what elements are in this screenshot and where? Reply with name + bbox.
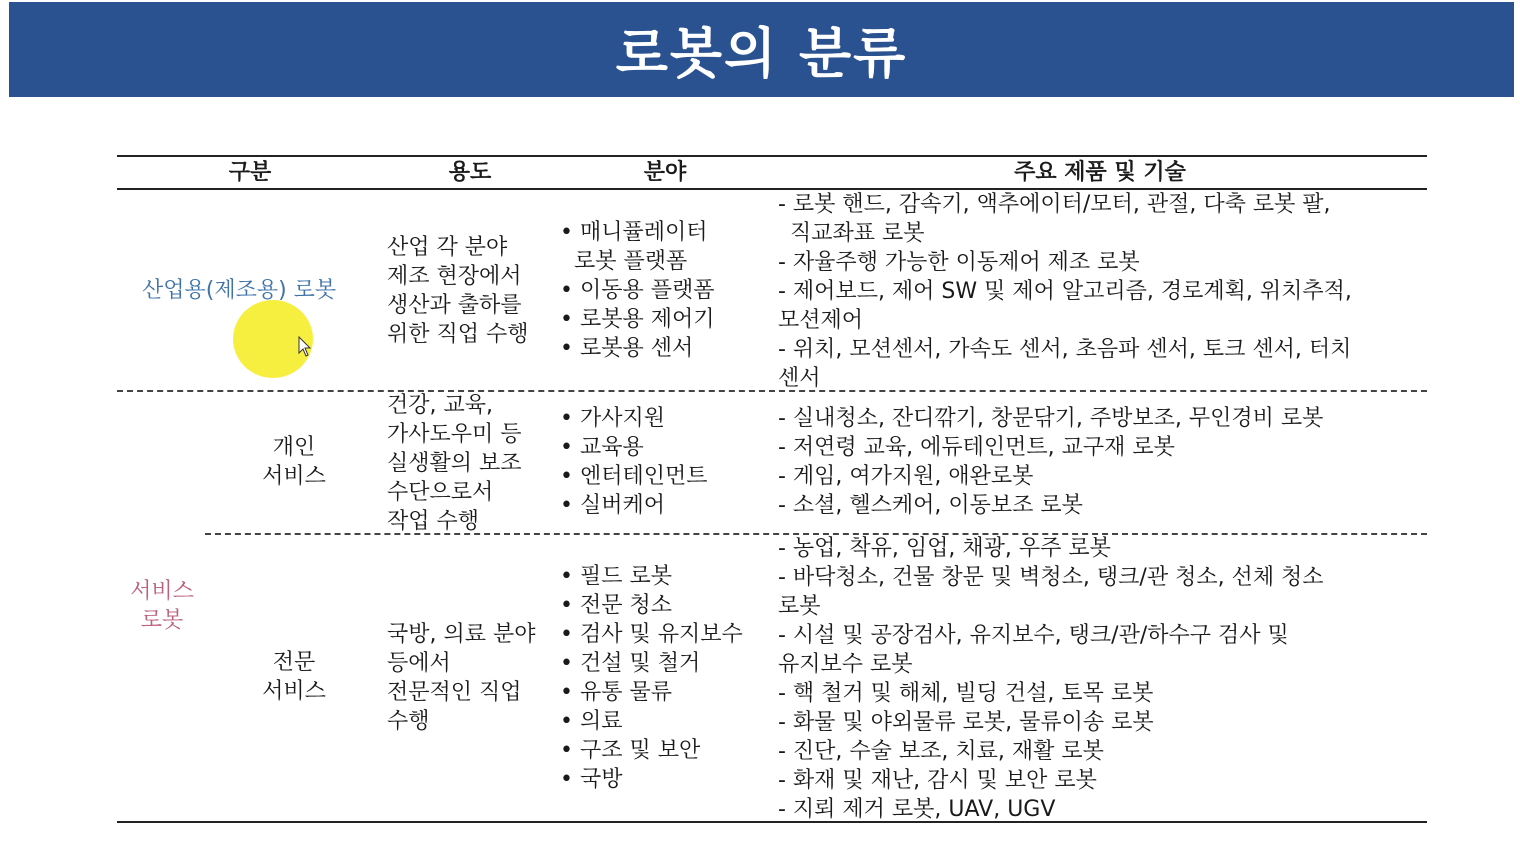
list-item: • 실버케어 — [560, 491, 708, 520]
purpose-line: 등에서 — [387, 651, 451, 676]
list-item: • 필드 로봇 — [560, 562, 743, 591]
subcategory-line: 전문 — [272, 650, 316, 675]
product-line: - 바닥청소, 건물 창문 및 벽청소, 탱크/관 청소, 선체 청소 — [778, 565, 1324, 590]
fields-professional — [560, 562, 743, 794]
product-line: - 게임, 여가지원, 애완로봇 — [778, 464, 1034, 489]
list-item: • 교육용 — [560, 433, 708, 462]
product-line: 모션제어 — [778, 308, 864, 333]
fields-industrial — [560, 218, 715, 363]
purpose-line: 국방, 의료 분야 — [387, 622, 536, 647]
purpose-line: 산업 각 분야 — [387, 235, 508, 260]
list-item-text: 로봇 플랫폼 — [574, 249, 688, 274]
subcategory-personal — [252, 433, 336, 491]
header-field: 분야 — [643, 160, 687, 185]
list-item: • 국방 — [560, 765, 743, 794]
product-line: - 자율주행 가능한 이동제어 제조 로봇 — [778, 250, 1140, 275]
subcategory-line: 서비스 — [262, 679, 326, 704]
product-line: 센서 — [778, 366, 821, 391]
product-line: - 저연령 교육, 에듀테인먼트, 교구재 로봇 — [778, 435, 1175, 460]
product-line: - 농업, 착유, 임업, 채광, 우주 로봇 — [778, 536, 1111, 561]
list-item: • 엔터테인먼트 — [560, 462, 708, 491]
list-item: • 매니퓰레이터 — [560, 218, 715, 247]
purpose-line: 수행 — [387, 709, 430, 734]
product-line: - 로봇 핸드, 감속기, 액추에이터/모터, 관절, 다축 로봇 팔, — [778, 192, 1331, 217]
purpose-line: 제조 현장에서 — [387, 264, 522, 289]
purpose-line: 가사도우미 등 — [387, 422, 522, 447]
products-professional — [778, 534, 1324, 824]
table-top-rule — [117, 155, 1427, 157]
list-item: • 유통 물류 — [560, 678, 743, 707]
list-item: • 전문 청소 — [560, 591, 743, 620]
fields-personal — [560, 404, 708, 520]
subcategory-line: 개인 — [272, 435, 316, 460]
title-bar — [9, 2, 1514, 97]
product-line: - 소셜, 헬스케어, 이동보조 로봇 — [778, 493, 1083, 518]
list-item: • 검사 및 유지보수 — [560, 620, 743, 649]
header-purpose: 용도 — [448, 160, 492, 185]
list-item: • 로봇용 센서 — [560, 334, 715, 363]
category-service-line: 서비스 — [130, 579, 194, 604]
product-line: - 핵 철거 및 해체, 빌딩 건설, 토목 로봇 — [778, 681, 1154, 706]
product-line: - 화재 및 재난, 감시 및 보안 로봇 — [778, 768, 1097, 793]
product-line: - 시설 및 공장검사, 유지보수, 탱크/관/하수구 검사 및 — [778, 623, 1289, 648]
product-line: - 제어보드, 제어 SW 및 제어 알고리즘, 경로계획, 위치추적, — [778, 279, 1352, 304]
header-products: 주요 제품 및 기술 — [1014, 160, 1186, 185]
product-line: - 위치, 모션센서, 가속도 센서, 초음파 센서, 토크 센서, 터치 — [778, 337, 1352, 362]
category-service — [122, 577, 202, 635]
product-line: 유지보수 로봇 — [778, 652, 913, 677]
category-service-line: 로봇 — [140, 608, 184, 633]
subcategory-professional — [252, 648, 336, 706]
products-industrial — [778, 190, 1352, 393]
list-item: • 로봇용 제어기 — [560, 305, 715, 334]
product-line: - 화물 및 야외물류 로봇, 물류이송 로봇 — [778, 710, 1154, 735]
purpose-line: 실생활의 보조 — [387, 451, 522, 476]
product-line: 직교좌표 로봇 — [790, 221, 925, 246]
list-item: • 의료 — [560, 707, 743, 736]
list-item: • 가사지원 — [560, 404, 708, 433]
product-line: - 실내청소, 잔디깎기, 창문닦기, 주방보조, 무인경비 로봇 — [778, 406, 1324, 431]
purpose-line: 작업 수행 — [387, 509, 480, 534]
list-item: • 구조 및 보안 — [560, 736, 743, 765]
product-line: - 진단, 수술 보조, 치료, 재활 로봇 — [778, 739, 1104, 764]
purpose-personal — [387, 391, 522, 536]
purpose-line: 전문적인 직업 — [387, 680, 522, 705]
header-category: 구분 — [228, 160, 272, 185]
purpose-professional — [387, 620, 536, 736]
purpose-line: 수단으로서 — [387, 480, 494, 505]
purpose-line: 생산과 출하를 — [387, 293, 522, 318]
products-personal — [778, 404, 1323, 520]
subcategory-line: 서비스 — [262, 464, 326, 489]
list-item: • 이동용 플랫폼 — [560, 276, 715, 305]
product-line: 로봇 — [778, 594, 821, 619]
purpose-line: 건강, 교육, — [387, 393, 493, 418]
list-item — [560, 247, 715, 276]
mouse-cursor-icon — [298, 336, 312, 358]
page-title: 로봇의 분류 — [615, 22, 908, 85]
purpose-industrial — [387, 233, 529, 349]
category-industrial: 산업용(제조용) 로봇 — [142, 278, 337, 303]
purpose-line: 위한 직업 수행 — [387, 322, 529, 347]
list-item: • 건설 및 철거 — [560, 649, 743, 678]
product-line: - 지뢰 제거 로봇, UAV, UGV — [778, 797, 1056, 822]
